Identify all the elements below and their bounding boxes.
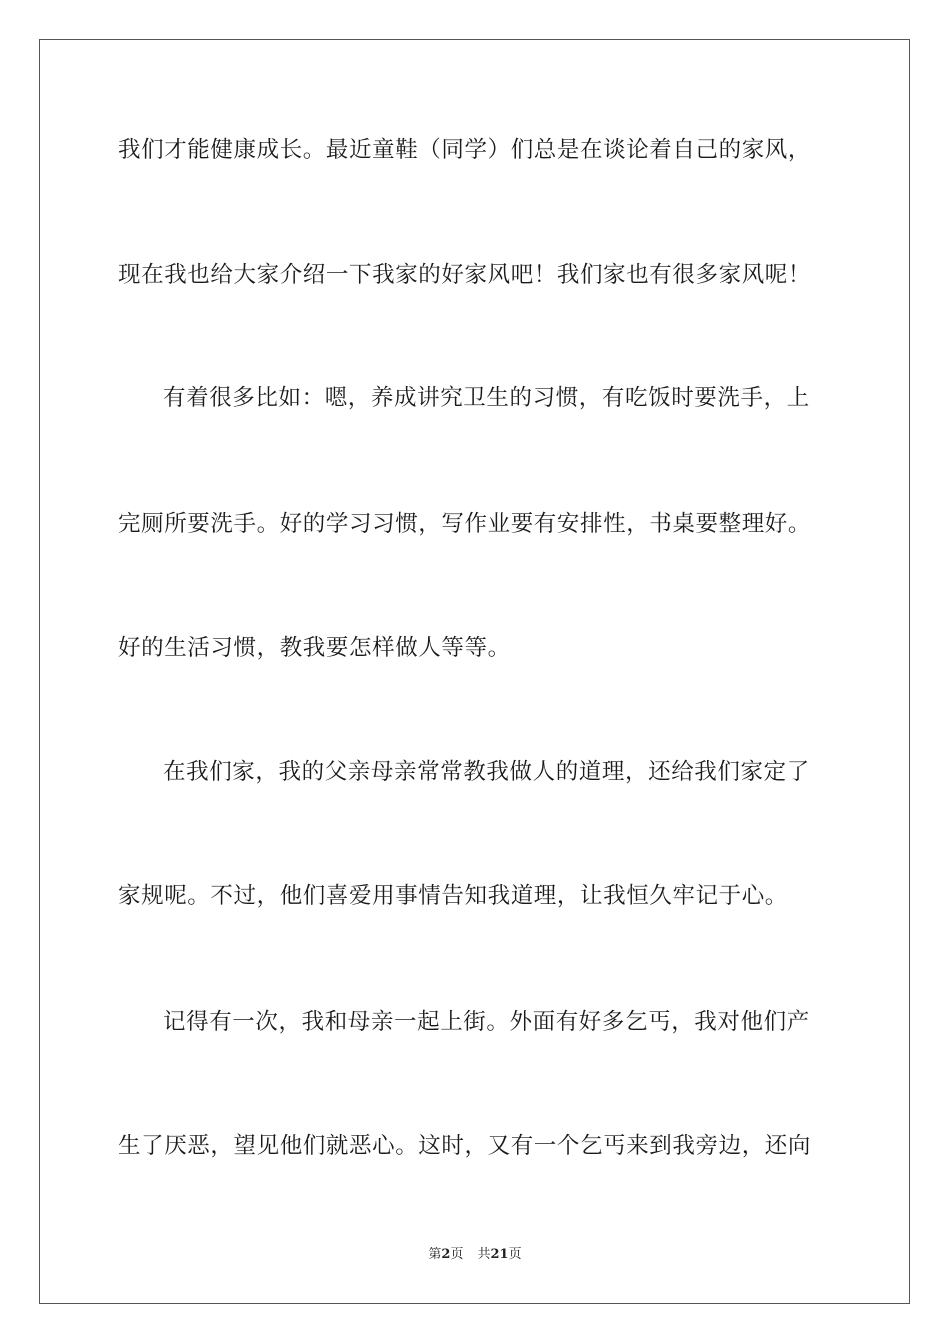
body-line: 完厕所要洗手。好的学习习惯，写作业要有安排性，书桌要整理好。	[118, 511, 812, 537]
body-line: 我们才能健康成长。最近童鞋（同学）们总是在谈论着自己的家风，	[118, 137, 812, 163]
page-prefix: 第	[428, 1247, 442, 1262]
page-number: 2	[441, 1247, 451, 1262]
paragraph-start-line: 记得有一次，我和母亲一起上街。外面有好多乞丐，我对他们产	[163, 1009, 810, 1035]
page-suffix: 页	[450, 1247, 464, 1262]
page-footer	[0, 1246, 950, 1264]
total-prefix: 共	[477, 1247, 491, 1262]
body-line: 好的生活习惯，教我要怎样做人等等。	[118, 635, 511, 661]
body-line: 现在我也给大家介绍一下我家的好家风吧！我们家也有很多家风呢！	[118, 262, 812, 288]
body-line: 家规呢。不过，他们喜爱用事情告知我道理，让我恒久牢记于心。	[118, 883, 788, 909]
total-pages: 21	[490, 1247, 509, 1262]
page-border	[39, 39, 910, 1304]
paragraph-start-line: 有着很多比如：嗯，养成讲究卫生的习惯，有吃饭时要洗手，上	[163, 385, 810, 411]
total-suffix: 页	[508, 1247, 522, 1262]
body-line: 生了厌恶，望见他们就恶心。这时，又有一个乞丐来到我旁边，还向	[118, 1133, 812, 1159]
paragraph-start-line: 在我们家，我的父亲母亲常常教我做人的道理，还给我们家定了	[163, 759, 810, 785]
